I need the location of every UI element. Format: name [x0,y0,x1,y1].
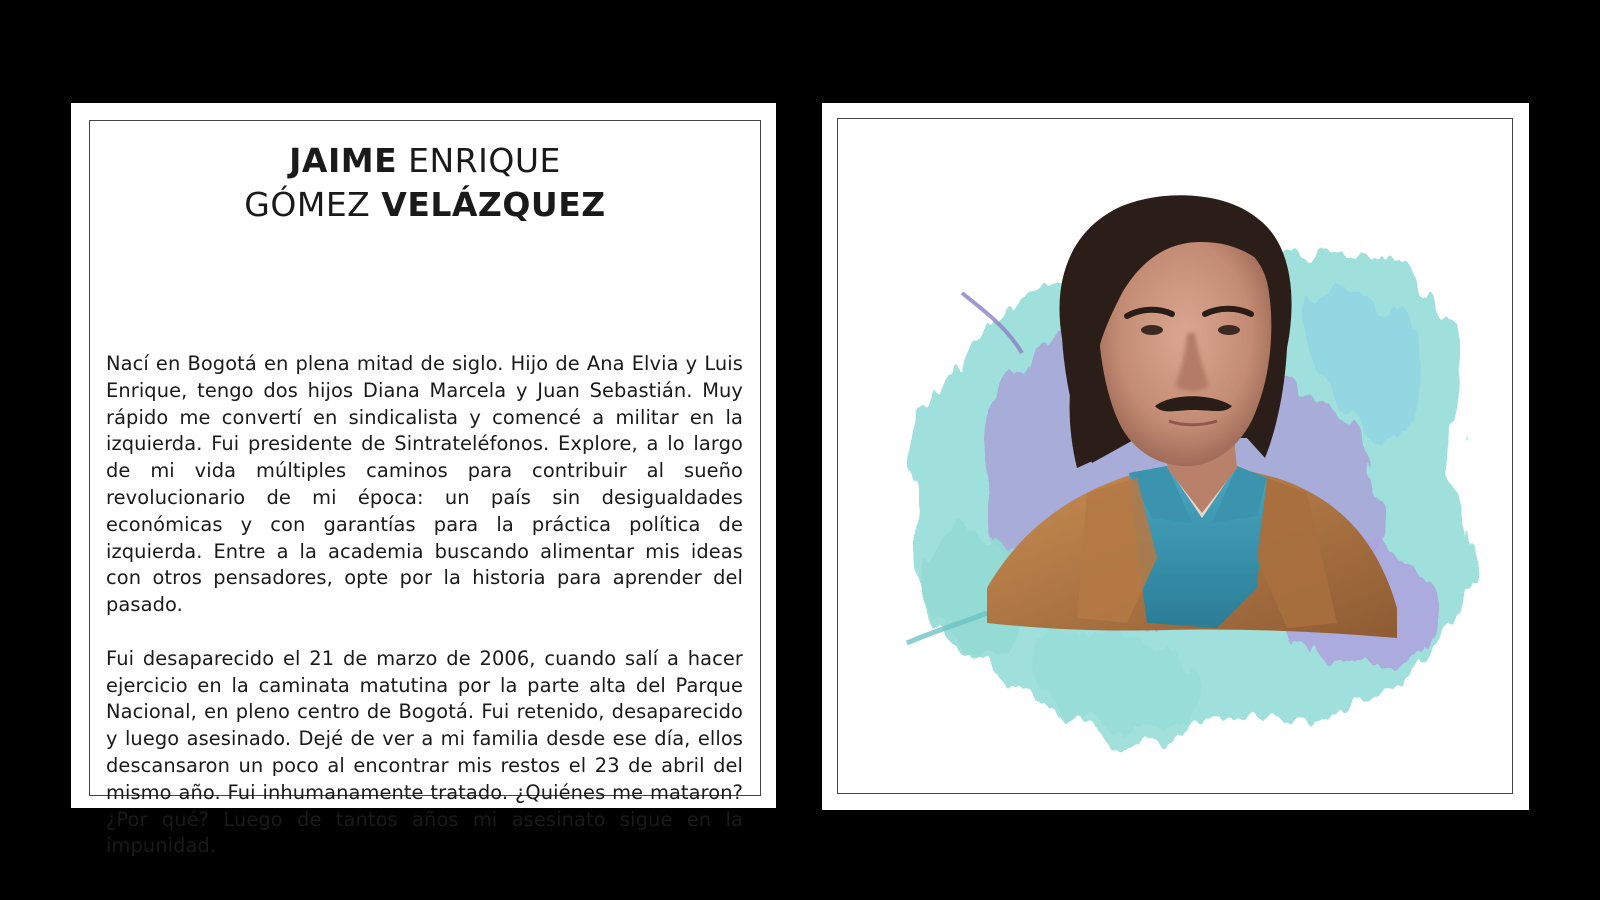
middle-name: ENRIQUE [408,141,561,180]
portrait-image [837,118,1513,794]
person-name [90,139,760,227]
biography-card [71,103,776,858]
second-surname: VELÁZQUEZ [381,185,606,224]
portrait-illustration [837,118,1513,794]
name-line-1 [90,139,760,183]
biography-text [106,351,743,860]
portrait-card [822,103,1529,810]
bio-paragraph-1: Nací en Bogotá en plena mitad de siglo. Hijo de Ana Elvia y Luis Enrique, tengo dos hijos Diana Marcela y Juan Sebastián. Muy rápido me convertí en sindicalista y comencé a militar en la izquierda. Fui presidente de Sintrateléfonos. Explore, a lo largo de mi vida múltiples caminos para contribuir al sueño revolucionario de mi época: un país sin desigualdades económicas y con garantías para la práctica política de izquierda. Entre a la academia buscando alimentar mis ideas con otros pensadores, opte por la historia para aprender del pasado. [106,352,743,617]
name-line-2 [90,183,760,227]
first-name: JAIME [289,141,398,180]
first-surname: GÓMEZ [244,185,371,224]
bio-paragraph-2: Fui desaparecido el 21 de marzo de 2006, cuando salí a hacer ejercicio en la caminata matutina por la parte alta del Parque Nacional, en pleno centro de Bogotá. Fui retenido, desaparecido y luego asesinado. Dejé de ver a mi familia desde ese día, ellos descansaron un poco al encontrar mis restos el 23 de abril del mismo año. Fui inhumanamente tratado. ¿Quiénes me mataron? ¿Por qué? Luego de tantos años mi asesinato sigue en la impunidad. [106,646,743,858]
